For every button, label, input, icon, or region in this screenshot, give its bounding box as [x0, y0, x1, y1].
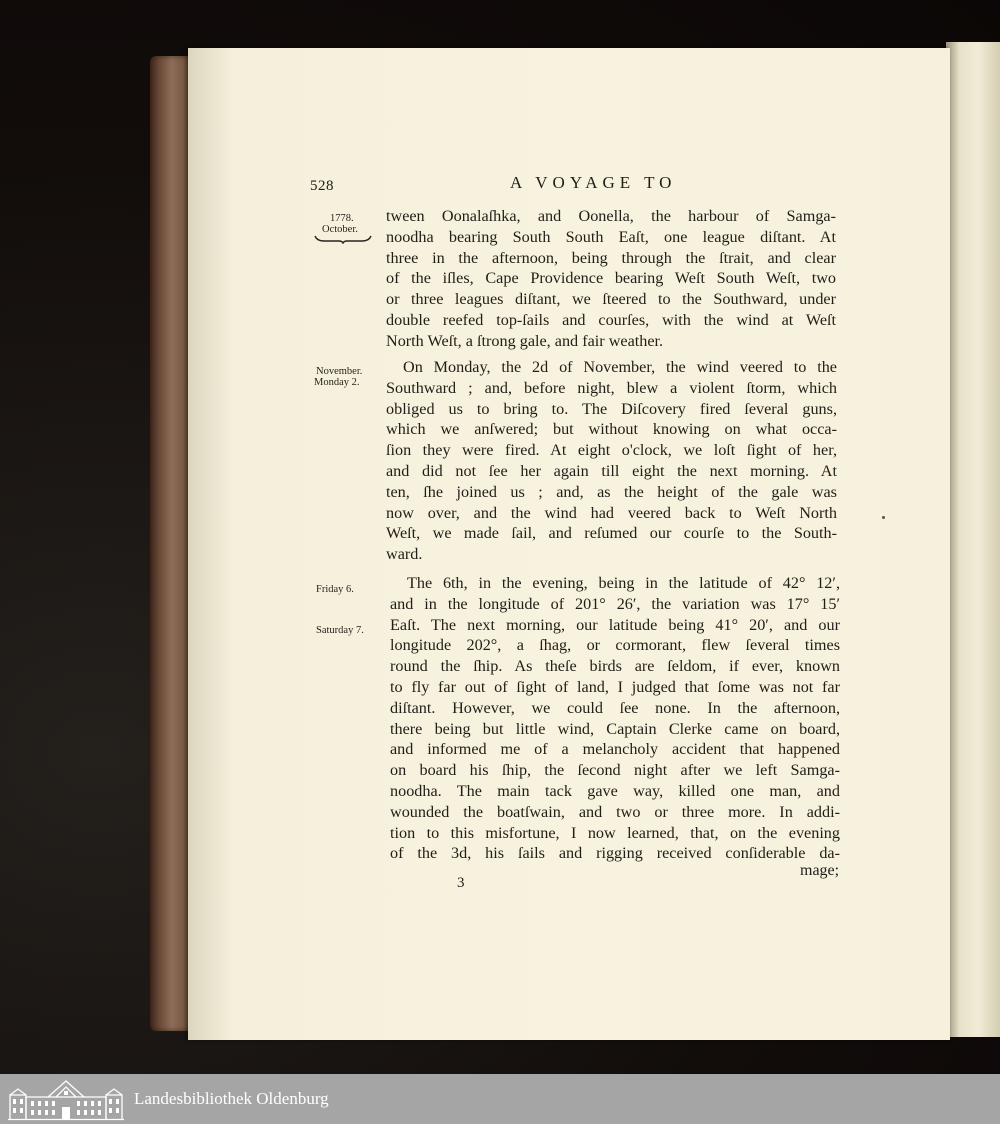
text-line: wounded the boatſwain, and two or three more. In addi- — [390, 802, 840, 821]
catchword: mage; — [800, 862, 840, 879]
page-header — [310, 173, 850, 195]
margin-monday: Monday 2. — [314, 377, 360, 388]
text-line: three in the afternoon, being through the ſtrait, and clear — [386, 248, 836, 267]
text-line: ſion they were fired. At eight o'clock, we loſt ſight of her, — [386, 441, 837, 460]
text-line: ten, ſhe joined us ; and, as the height of the gale was — [386, 482, 837, 501]
text-line: Southward ; and, before night, blew a violent ſtorm, which — [386, 378, 837, 397]
text-line: now over, and the wind had veered back to Weſt North — [386, 503, 837, 522]
text-line: there being but little wind, Captain Clerke came on board, — [390, 719, 840, 738]
text-line: or three leagues diſtant, we ſteered to the Southward, under — [386, 290, 836, 309]
page-number: 528 — [310, 178, 334, 194]
text-line: diſtant. However, we could ſee none. In the afternoon, — [390, 698, 840, 717]
text-line: The 6th, in the evening, being in the latitude of 42° 12′, — [407, 574, 840, 592]
text-line: round the ſhip. As theſe birds are ſeldom, if ever, known — [390, 657, 840, 676]
paragraph-2 — [386, 357, 837, 565]
margin-month: October. — [322, 224, 358, 235]
text-line: noodha. The main tack gave way, killed one man, and — [390, 781, 840, 800]
paper-speck — [882, 516, 885, 519]
text-line: noodha bearing South South Eaſt, one league diſtant. At — [386, 227, 836, 246]
text-line: to fly far out of ſight of land, I judged that ſome was not far — [390, 677, 840, 696]
text-line: On Monday, the 2d of November, the wind veered to the — [403, 358, 837, 376]
library-building-icon — [8, 1077, 124, 1121]
text-line: which we anſwered; but without knowing on what occa- — [386, 420, 837, 439]
margin-november: November. — [316, 366, 363, 377]
text-line: and did not ſee her again till eight the next morning. At — [386, 461, 837, 480]
text-line: Weſt, we made ſail, and reſumed our courſe to the South- — [386, 524, 837, 543]
text-line: ward. — [386, 545, 423, 564]
text-line: Eaſt. The next morning, our latitude being 41° 20′, and our — [390, 615, 840, 634]
text-line: of the 3d, his ſails and rigging received conſiderable da- — [390, 844, 840, 863]
brace-mark — [314, 234, 372, 244]
text-line: and informed me of a melancholy accident that happened — [390, 740, 840, 759]
text-line: obliged us to bring to. The Diſcovery fired ſeveral guns, — [386, 399, 837, 418]
library-name: Landesbibliothek Oldenburg — [134, 1089, 329, 1108]
text-line: tween Oonalaſhka, and Oonella, the harbour of Samga- — [386, 207, 836, 225]
margin-year: 1778. — [330, 213, 354, 224]
text-line: tion to this misfortune, I now learned, that, on the evening — [390, 823, 840, 842]
paragraph-1 — [386, 206, 836, 352]
signature-mark: 3 — [457, 875, 465, 891]
facing-page-edge — [946, 42, 1000, 1037]
text-line: North Weſt, a ſtrong gale, and fair weather. — [386, 331, 664, 350]
running-title: A VOYAGE TO — [510, 173, 677, 192]
text-line: of the iſles, Cape Providence bearing Weſt South Weſt, two — [386, 269, 836, 288]
text-line: and in the longitude of 201° 26′, the variation was 17° 15′ — [390, 594, 840, 613]
margin-friday: Friday 6. — [316, 584, 354, 595]
margin-saturday: Saturday 7. — [316, 625, 364, 636]
text-line: longitude 202°, a ſhag, or cormorant, flew ſeveral times — [390, 636, 840, 655]
paragraph-3 — [390, 573, 840, 864]
text-line: on board his ſhip, the ſecond night after we left Samga- — [390, 761, 840, 780]
text-line: double reefed top-ſails and courſes, with the wind at Weſt — [386, 310, 836, 329]
